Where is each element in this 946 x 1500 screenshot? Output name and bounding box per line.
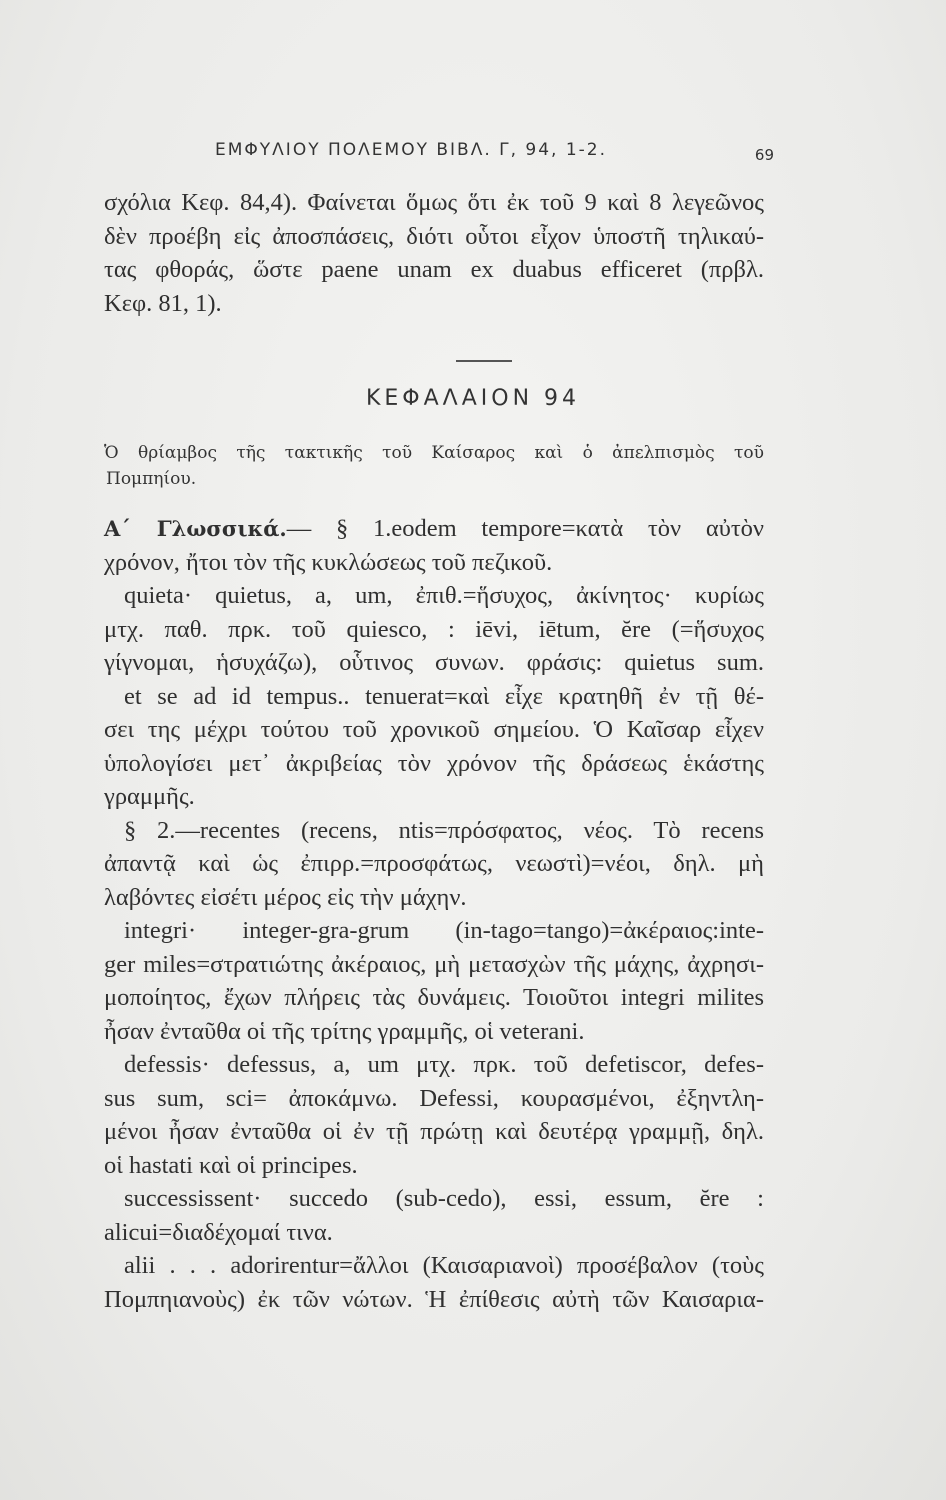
section-label: Α΄ Γλωσσικά.	[104, 516, 287, 541]
text-line: sus sum, sci= ἀποκάμνω. Defessi, κουρασμένοι, ἐξηντλη-	[104, 1084, 764, 1112]
text-line: μτχ. παθ. πρκ. τοῦ quiesco, : iēvi, iētum, ĕre (=ἥσυχος	[104, 615, 764, 643]
text-line: γραμμῆς.	[104, 783, 195, 810]
chapter-summary	[104, 440, 764, 492]
text-line: λαβόντες εἰσέτι μέρος εἰς τὴν μάχην.	[104, 883, 467, 911]
text-line: ἦσαν ἐνταῦθα οἱ τῆς τρίτης γραμμῆς, οἱ veterani.	[104, 1017, 585, 1045]
text-line: σχόλια Κεφ. 84,4). Φαίνεται ὅμως ὅτι ἐκ τοῦ 9 καὶ 8 λεγεῶνος	[104, 189, 764, 216]
text-line: successissent· succedo (sub-cedo), essi, essum, ĕre :	[124, 1185, 764, 1212]
text-line: δὲν προέβη εἰς ἀποσπάσεις, διότι οὗτοι εἶχον ὑποστῆ τηλικαύ-	[104, 222, 764, 250]
text-line: ἀπαντᾷ καὶ ὡς ἐπιρρ.=προσφάτως, νεωστὶ)=νέοι, δηλ. μὴ	[104, 850, 764, 877]
text-line: quieta· quietus, a, um, ἐπιθ.=ἥσυχος, ἀκίνητος· κυρίως	[124, 582, 764, 609]
text-line: τας φθοράς, ὥστε paene unam ex duabus efficeret (πρβλ.	[104, 256, 764, 283]
text-line: σει της μέχρι τούτου τοῦ χρονικοῦ σημείου. Ὁ Καῖσαρ εἶχεν	[104, 716, 764, 743]
text-line: alii . . . adorirentur=ἄλλοι (Καισαριανοὶ) προσέβαλον (τοὺς	[124, 1252, 764, 1279]
text-line: et se ad id tempus.. tenuerat=καὶ εἶχε κρατηθῆ ἐν τῇ θέ-	[124, 682, 764, 710]
summary-line: Πομπηίου.	[106, 469, 197, 489]
text-line: defessis· defessus, a, um μτχ. πρκ. τοῦ defetiscor, defes-	[124, 1051, 764, 1078]
running-head: ΕΜΦΥΛΙΟΥ ΠΟΛΕΜΟΥ ΒΙΒΛ. Γ, 94, 1-2.	[215, 140, 608, 160]
text-line: ὑπολογίσει μετ᾽ ἀκριβείας τὸν χρόνον τῆς δράσεως ἑκάστης	[104, 749, 764, 777]
section-first-line: — § 1.eodem tempore=κατὰ τὸν αὐτὸν	[286, 515, 765, 542]
text-line: μένοι ἦσαν ἐνταῦθα οἱ ἐν τῇ πρώτῃ καὶ δευτέρᾳ γραμμῇ, δηλ.	[104, 1118, 764, 1145]
text-line: integri· integer-gra-grum (in-tago=tango)=ἀκέραιος:inte-	[124, 917, 764, 944]
section-heading-line	[104, 512, 764, 546]
text-line: ger miles=στρατιώτης ἀκέραιος, μὴ μετασχὼν τῆς μάχης, ἀχρησι-	[104, 950, 764, 978]
text-line: alicui=διαδέχομαί τινα.	[104, 1218, 333, 1246]
text-line: Κεφ. 81, 1).	[104, 289, 222, 317]
section-divider	[456, 360, 512, 362]
page-number: 69	[754, 146, 774, 164]
text-line: μοποίητος, ἔχων πλήρεις τὰς δυνάμεις. Τοιοῦτοι integri milites	[104, 984, 764, 1011]
intro-paragraph	[104, 186, 764, 320]
text-line: Πομπηιανοὺς) ἐκ τῶν νώτων. Ἡ ἐπίθεσις αὐτὴ τῶν Καισαρια-	[104, 1285, 764, 1313]
commentary-body	[104, 512, 764, 1316]
text-line: χρόνον, ἤτοι τὸν τῆς κυκλώσεως τοῦ πεζικοῦ.	[104, 548, 553, 576]
text-line: οἱ hastati καὶ οἱ principes.	[104, 1151, 358, 1179]
chapter-title: ΚΕΦΑΛΑΙΟΝ 94	[365, 386, 581, 411]
text-line: γίγνομαι, ἡσυχάζω), οὗτινος συνων. φράσις: quietus sum.	[104, 649, 764, 676]
text-line: § 2.—recentes (recens, ntis=πρόσφατος, νέος. Τὸ recens	[124, 816, 764, 844]
summary-line: Ὁ θρίαμβος τῆς τακτικῆς τοῦ Καίσαρος καὶ ὁ ἀπελπισμὸς τοῦ	[104, 443, 764, 463]
